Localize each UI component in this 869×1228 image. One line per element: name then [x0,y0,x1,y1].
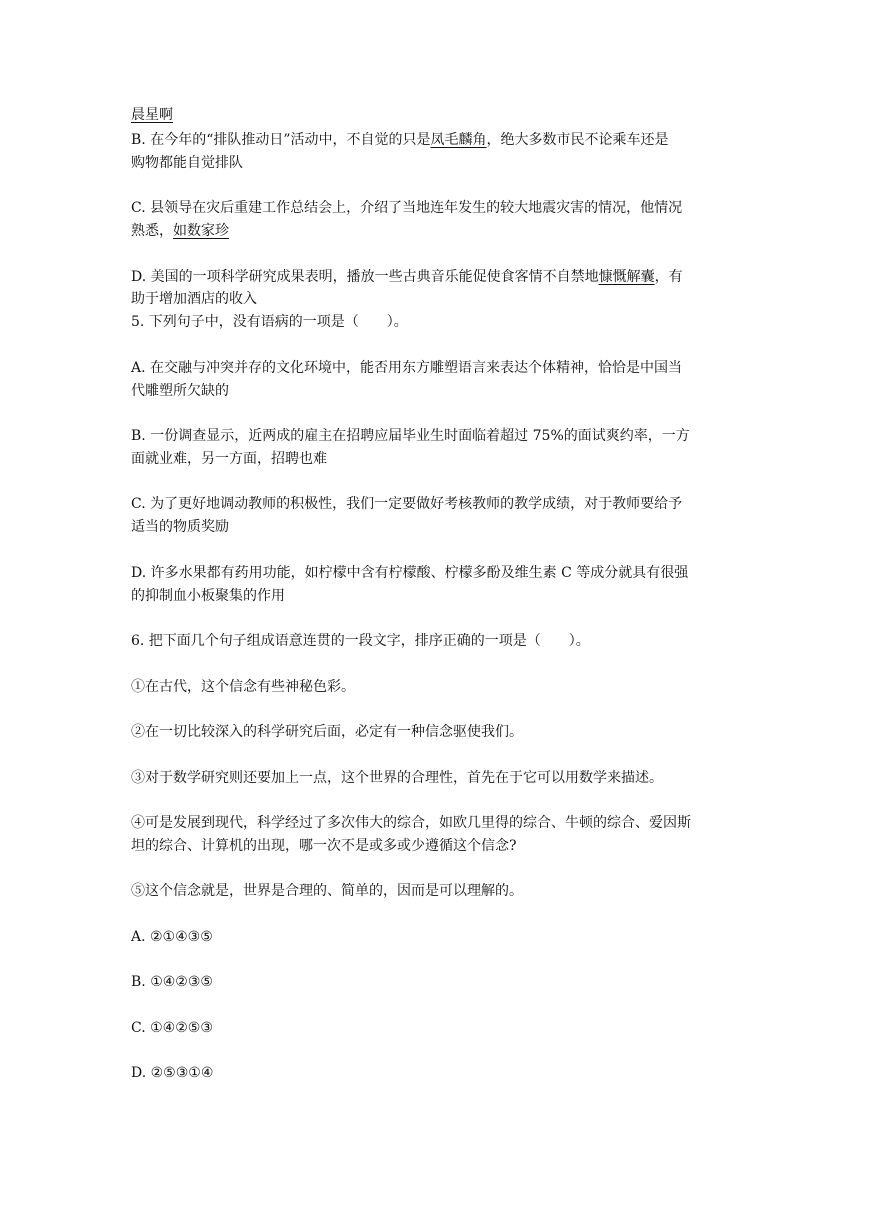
q4-option-d-line2: 助于增加酒店的收入 [131,291,257,307]
q5-stem: 5. 下列句子中，没有语病的一项是（ ）。 [131,314,408,330]
underlined-idiom: 如数家珍 [173,223,229,239]
q4-option-b-line1: B. 在今年的“排队推动日”活动中，不自觉的只是凤毛麟角，绝大多数市民不论乘车还是 [131,132,669,148]
q4-option-b-line2: 购物都能自觉排队 [131,155,243,171]
q5-option-a-line1: A. 在交融与冲突并存的文化环境中，能否用东方雕塑语言来表达个体精神，恰恰是中国当 [131,360,683,376]
q5-option-a-line2: 代雕塑所欠缺的 [131,383,229,399]
q6-sentence-3: ③对于数学研究则还要加上一点，这个世界的合理性，首先在于它可以用数学来描述。 [131,770,663,786]
q5-option-d-line1: D. 许多水果都有药用功能，如柠檬中含有柠檬酸、柠檬多酚及维生素 C 等成分就具有很强 [131,565,689,581]
q4-option-a-continuation [131,104,751,126]
q6-sentence-4-line2: 坦的综合、计算机的出现，哪一次不是或多或少遵循这个信念? [131,838,517,854]
q6-sentence-1: ①在古代，这个信念有些神秘色彩。 [131,679,355,695]
underlined-idiom: 凤毛麟角 [430,132,487,148]
q5-option-c-line2: 适当的物质奖励 [131,519,229,535]
q4-option-c-line1: C. 县领导在灾后重建工作总结会上，介绍了当地连年发生的较大地震灾害的情况，他情况 [131,200,683,216]
q6-stem: 6. 把下面几个句子组成语意连贯的一段文字，排序正确的一项是（ ）。 [131,633,590,649]
underlined-idiom: 慷慨解囊 [598,269,655,285]
q6-option-a: A. ②①④③⑤ [131,929,213,945]
q5-option-d-line2: 的抑制血小板聚集的作用 [131,588,285,604]
q6-option-c: C. ①④②⑤③ [131,1020,213,1036]
q4-option-d-line1: D. 美国的一项科学研究成果表明，播放一些古典音乐能促使食客情不自禁地慷慨解囊，有 [131,269,683,285]
q6-option-b: B. ①④②③⑤ [131,974,213,990]
q6-option-d: D. ②⑤③①④ [131,1065,214,1081]
q4-option-c-line2: 熟悉，如数家珍 [131,223,229,239]
q5-option-b-line1: B. 一份调查显示，近两成的雇主在招聘应届毕业生时面临着超过 75%的面试爽约率，一方 [131,428,690,444]
q6-sentence-5: ⑤这个信念就是，世界是合理的、简单的，因而是可以理解的。 [131,883,523,899]
underlined-idiom: 晨星啊 [131,107,173,123]
q5-option-c-line1: C. 为了更好地调动教师的积极性，我们一定要做好考核教师的教学成绩，对于教师要给予 [131,496,683,512]
q5-option-b-line2: 面就业难，另一方面，招聘也难 [131,451,327,467]
q6-sentence-2: ②在一切比较深入的科学研究后面，必定有一种信念驱使我们。 [131,724,523,740]
q6-sentence-4-line1: ④可是发展到现代，科学经过了多次伟大的综合，如欧几里得的综合、牛顿的综合、爱因斯 [131,815,691,831]
